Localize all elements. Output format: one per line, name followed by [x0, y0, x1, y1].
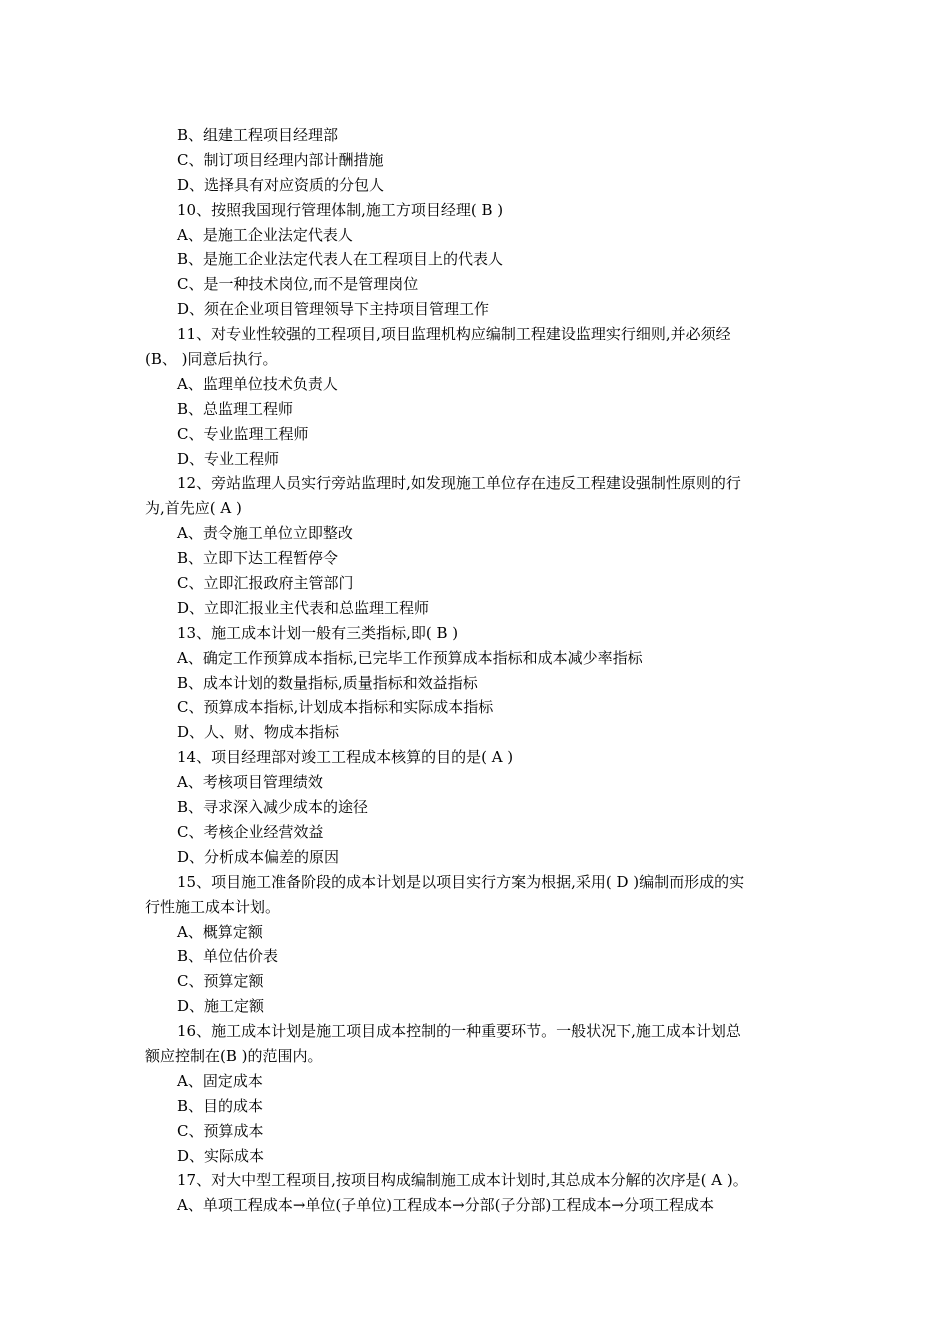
text-line: D、实际成本	[177, 1146, 265, 1165]
text-line: C、制订项目经理内部计酬措施	[177, 150, 384, 169]
text-line: D、分析成本偏差的原因	[177, 847, 340, 866]
text-line: A、考核项目管理绩效	[177, 773, 323, 792]
text-line: C、预算成本指标,计划成本指标和实际成本指标	[177, 698, 494, 717]
text-line: A、概算定额	[177, 922, 263, 941]
text-line: 11、对专业性较强的工程项目,项目监理机构应编制工程建设监理实行细则,并必须经	[177, 325, 731, 344]
text-line: 10、按照我国现行管理体制,施工方项目经理( B )	[177, 200, 504, 219]
text-line: 15、项目施工准备阶段的成本计划是以项目实行方案为根据,采用( D )编制而形成的实	[177, 872, 745, 891]
text-line: D、专业工程师	[177, 449, 280, 468]
text-line: 12、旁站监理人员实行旁站监理时,如发现施工单位存在违反工程建设强制性原则的行	[177, 474, 741, 493]
text-line: B、组建工程项目经理部	[177, 126, 339, 144]
text-line: B、是施工企业法定代表人在工程项目上的代表人	[177, 250, 504, 269]
text-line: B、立即下达工程暂停令	[177, 549, 339, 568]
text-line: A、责令施工单位立即整改	[177, 524, 353, 543]
text-line: 17、对大中型工程项目,按项目构成编制施工成本计划时,其总成本分解的次序是( A )。	[177, 1171, 748, 1190]
text-line: B、单位估价表	[177, 947, 279, 966]
text-line: A、单项工程成本→单位(子单位)工程成本→分部(子分部)工程成本→分项工程成本	[177, 1196, 714, 1215]
text-line: 13、施工成本计划一般有三类指标,即( B )	[177, 623, 459, 642]
text-line: 16、施工成本计划是施工项目成本控制的一种重要环节。一般状况下,施工成本计划总	[177, 1022, 741, 1041]
text-line: C、预算成本	[177, 1121, 264, 1140]
text-line: 额应控制在(B )的范围内。	[145, 1046, 323, 1065]
text-line: C、立即汇报政府主管部门	[177, 574, 354, 593]
text-line: C、预算定额	[177, 972, 264, 991]
text-line: D、立即汇报业主代表和总监理工程师	[177, 598, 430, 617]
text-line: A、确定工作预算成本指标,已完毕工作预算成本指标和成本减少率指标	[177, 648, 643, 667]
text-line: D、人、财、物成本指标	[177, 723, 340, 742]
text-line: 行性施工成本计划。	[145, 897, 281, 916]
text-line: A、是施工企业法定代表人	[177, 225, 353, 244]
text-line: 14、项目经理部对竣工工程成本核算的目的是( A )	[177, 748, 514, 767]
text-line: C、专业监理工程师	[177, 424, 309, 443]
text-line: D、选择具有对应资质的分包人	[177, 175, 385, 194]
text-line: C、考核企业经营效益	[177, 822, 324, 841]
text-line: A、固定成本	[177, 1071, 263, 1090]
text-line: B、寻求深入减少成本的途径	[177, 798, 369, 817]
text-line: (B、 )同意后执行。	[145, 350, 278, 369]
text-line: B、目的成本	[177, 1096, 264, 1115]
text-line: B、总监理工程师	[177, 399, 294, 418]
text-line: 为,首先应( A )	[145, 499, 242, 518]
text-line: A、监理单位技术负责人	[177, 374, 338, 393]
text-line: D、须在企业项目管理领导下主持项目管理工作	[177, 300, 490, 319]
document-body	[145, 123, 810, 1218]
text-line: B、成本计划的数量指标,质量指标和效益指标	[177, 673, 478, 692]
text-line: C、是一种技术岗位,而不是管理岗位	[177, 275, 419, 294]
text-line: D、施工定额	[177, 997, 265, 1016]
